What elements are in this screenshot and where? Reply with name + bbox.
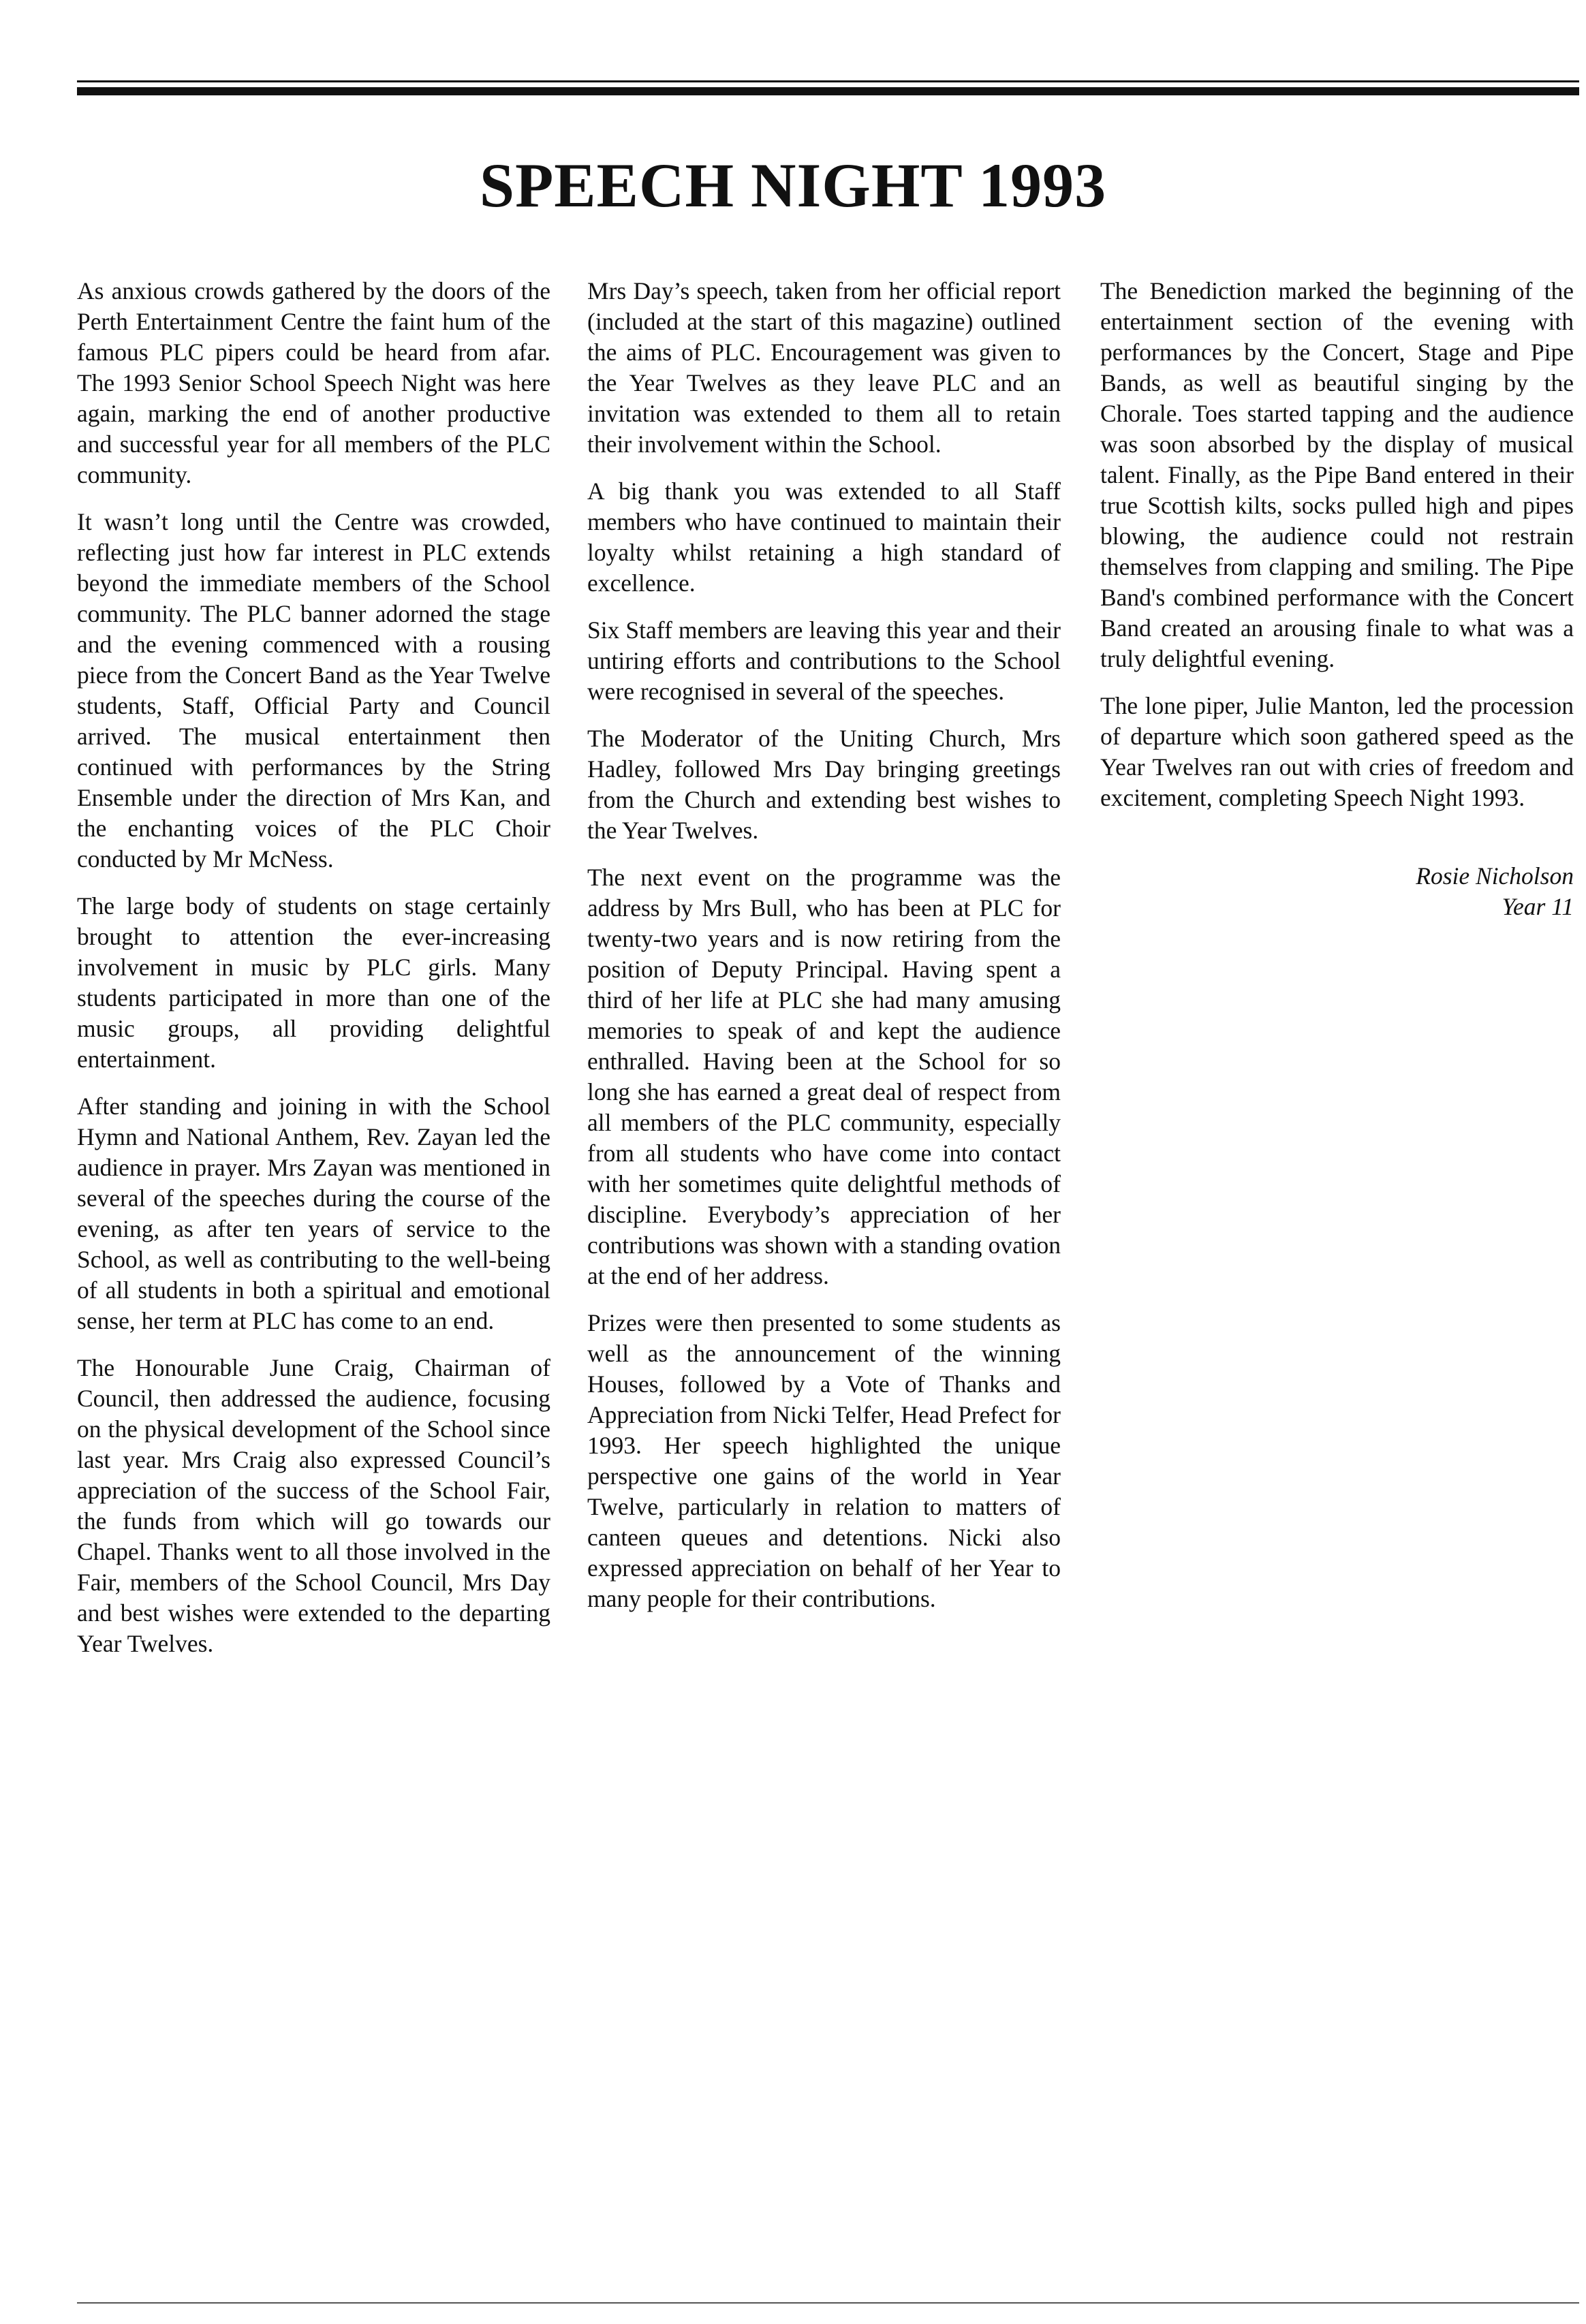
paragraph: The Benediction marked the beginning of the entertainment section of the evening with performances by the Concert, Stage and Pipe Bands, as well as beautiful singing by the Chorale. Toes started tapping and the audience was soon absorbed by the display of musical talent. Finally, as the Pipe Band entered in their true Scottish kilts, socks pulled high and pipes blowing, the audience could not restrain themselves from clapping and smiling. The Pipe Band's combined performance with the Concert Band created an arousing finale to what was a truly delightful evening.	[1100, 277, 1574, 672]
paragraph: The large body of students on stage certainly brought to attention the ever-increasing involvement in music by PLC girls. Many students participated in more than one of the music groups, all providing delightful entertainment.	[77, 892, 550, 1073]
author-signature	[1100, 861, 1574, 922]
article-column-2	[587, 276, 1061, 1631]
paragraph: Mrs Day’s speech, taken from her official report (included at the start of this magazine) outlined the aims of PLC. Encouragement was given to the Year Twelves as they leave PLC and an invitation was extended to them all to retain their involvement within the School.	[587, 277, 1061, 458]
paragraph: The lone piper, Julie Manton, led the procession of departure which soon gathered speed as the Year Twelves ran out with cries of freedom and excitement, completing Speech Night 1993.	[1100, 692, 1574, 811]
paragraph: The Moderator of the Uniting Church, Mrs Hadley, followed Mrs Day bringing greetings from the Church and extending best wishes to the Year Twelves.	[587, 725, 1061, 844]
paragraph: After standing and joining in with the School Hymn and National Anthem, Rev. Zayan led the audience in prayer. Mrs Zayan was mentioned in several of the speeches during the course of the evening, as after ten years of service to the School, as well as contributing to the well-being of all students in both a spiritual and emotional sense, her term at PLC has come to an end.	[77, 1093, 550, 1334]
author-name: Rosie Nicholson	[1416, 862, 1574, 890]
bottom-rule	[77, 2302, 1579, 2304]
article-column-1	[77, 276, 550, 1676]
paragraph: It wasn’t long until the Centre was crowded, reflecting just how far interest in PLC extends beyond the immediate members of the School community. The PLC banner adorned the stage and the evening commenced with a rousing piece from the Concert Band as the Year Twelve students, Staff, Official Party and Council arrived. The musical entertainment then continued with performances by the String Ensemble under the direction of Mrs Kan, and the enchanting voices of the PLC Choir conducted by Mr McNess.	[77, 508, 550, 873]
top-rule-thick	[77, 87, 1579, 95]
paragraph: Six Staff members are leaving this year and their untiring efforts and contributions to the School were recognised in several of the speeches.	[587, 616, 1061, 705]
paragraph: As anxious crowds gathered by the doors of the Perth Entertainment Centre the faint hum of the famous PLC pipers could be heard from afar. The 1993 Senior School Speech Night was here again, marking the end of another productive and successful year for all members of the PLC community.	[77, 277, 550, 488]
paragraph: Prizes were then presented to some students as well as the announcement of the winning Houses, followed by a Vote of Thanks and Appreciation from Nicki Telfer, Head Prefect for 1993. Her speech highlighted the unique perspective one gains of the world in Year Twelve, particularly in relation to matters of canteen queues and detentions. Nicki also expressed appreciation on behalf of her Year to many people for their contributions.	[587, 1309, 1061, 1612]
paragraph: A big thank you was extended to all Staff members who have continued to maintain their loyalty whilst retaining a high standard of excellence.	[587, 477, 1061, 597]
top-rule-thin	[77, 80, 1579, 82]
author-year: Year 11	[1502, 893, 1574, 920]
paragraph: The Honourable June Craig, Chairman of Council, then addressed the audience, focusing on the physical development of the School since last year. Mrs Craig also expressed Council’s appreciation of the success of the School Fair, the funds from which will go towards our Chapel. Thanks went to all those involved in the Fair, members of the School Council, Mrs Day and best wishes were extended to the departing Year Twelves.	[77, 1354, 550, 1657]
paragraph: The next event on the programme was the address by Mrs Bull, who has been at PLC for twenty-two years and is now retiring from the position of Deputy Principal. Having spent a third of her life at PLC she had many amusing memories to speak of and kept the audience enthralled. Having been at the School for so long she has earned a great deal of respect from all members of the PLC community, especially from all students who have come into contact with her sometimes quite delightful methods of discipline. Everybody’s appreciation of her contributions was shown with a standing ovation at the end of her address.	[587, 864, 1061, 1289]
article-column-3	[1100, 276, 1574, 939]
page-title: SPEECH NIGHT 1993	[479, 151, 1107, 220]
